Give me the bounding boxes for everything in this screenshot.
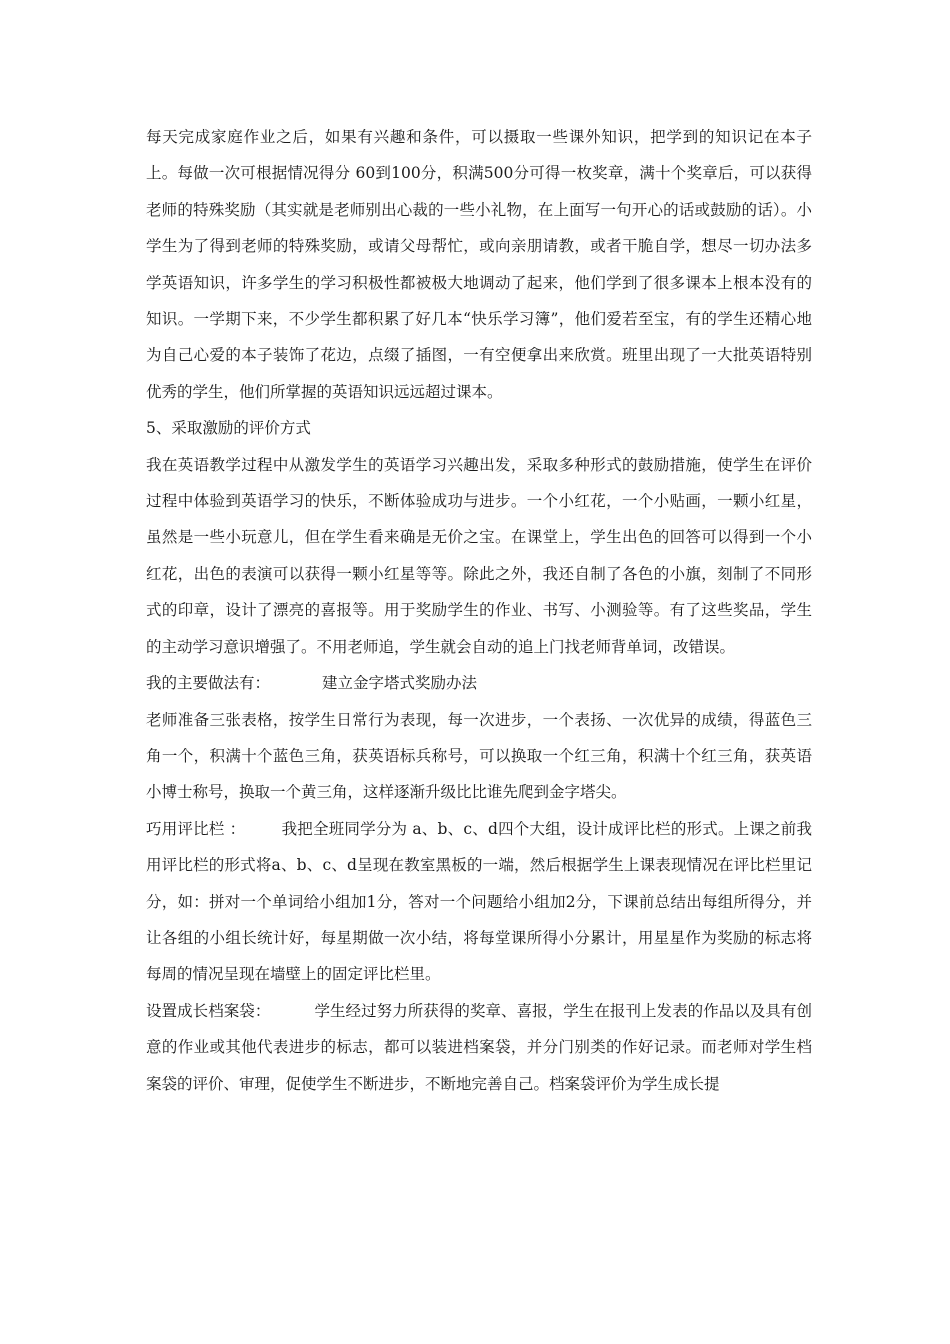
paragraph-reward-notebook: 每天完成家庭作业之后，如果有兴趣和条件，可以摄取一些课外知识，把学到的知识记在本子上。每做一次可根据情况得分 60到100分，积满500分可得一枚奖章，满十个奖章后，可以获得老师的特殊奖励（其实就是老师别出心裁的一些小礼物，在上面写一句开心的话或鼓励的话）。小学生为了得到老师的特殊奖励，或请父母帮忙，或向亲朋请教，或者干脆自学，想尽一切办法多学英语知识，许多学生的学习积极性都被极大地调动了起来，他们学到了很多课本上根本没有的知识。一学期下来，不少学生都积累了好几本“快乐学习簿”，他们爱若至宝，有的学生还精心地为自己心爱的本子装饰了花边，点缀了插图，一有空便拿出来欣赏。班里出现了一大批英语特别优秀的学生，他们所掌握的英语知识远远超过课本。: [146, 128, 812, 401]
document-body: [146, 119, 812, 1102]
paragraph-comparison-board: [146, 811, 812, 993]
portfolio-text: 学生经过努力所获得的奖章、喜报，学生在报刊上发表的作品以及具有创意的作业或其他代表进步的标志，都可以装进档案袋，并分门别类的作好记录。而老师对学生档案袋的评价、审理，促使学生不断进步，不断地完善自己。档案袋评价为学生成长提: [146, 1001, 812, 1093]
paragraph-pyramid-reward: 老师准备三张表格，按学生日常行为表现，每一次进步，一个表扬、一次优异的成绩，得蓝色三角一个，积满十个蓝色三角，获英语标兵称号，可以换取一个红三角，积满十个红三角，获英语小博士称号，换取一个黄三角，这样逐渐升级比比谁先爬到金字塔尖。: [146, 710, 812, 802]
paragraph-incentive-evaluation: 我在英语教学过程中从激发学生的英语学习兴趣出发，采取多种形式的鼓励措施，使学生在评价过程中体验到英语学习的快乐，不断体验成功与进步。一个小红花，一个小贴画，一颗小红星，虽然是一些小玩意儿，但在学生看来确是无价之宝。在课堂上，学生出色的回答可以得到一个小红花，出色的表演可以获得一颗小红星等等。除此之外，我还自制了各色的小旗，刻制了不同形式的印章，设计了漂亮的喜报等。用于奖励学生的作业、书写、小测验等。有了这些奖品，学生的主动学习意识增强了。不用老师追，学生就会自动的追上门找老师背单词，改错误。: [146, 455, 812, 656]
paragraph-growth-portfolio: [146, 993, 812, 1102]
comparison-label: 巧用评比栏 ：: [146, 819, 246, 838]
section-heading-5: 5、采取激励的评价方式: [146, 419, 311, 438]
methods-text: 建立金字塔式奖励办法: [322, 674, 478, 693]
methods-label: 我的主要做法有：: [146, 674, 271, 693]
paragraph-main-methods: [146, 665, 812, 701]
portfolio-label: 设置成长档案袋：: [146, 1001, 271, 1020]
comparison-text: 我把全班同学分为 a、b、c、d四个大组，设计成评比栏的形式。上课之前我用评比栏的形式将a、b、c、d呈现在教室黑板的一端，然后根据学生上课表现情况在评比栏里记分，如：拼对一个单词给小组加1分，答对一个问题给小组加2分，下课前总结出每组所得分，并让各组的小组长统计好，每星期做一次小结，将每堂课所得小分累计，用星星作为奖励的标志将每周的情况呈现在墙壁上的固定评比栏里。: [146, 819, 812, 984]
